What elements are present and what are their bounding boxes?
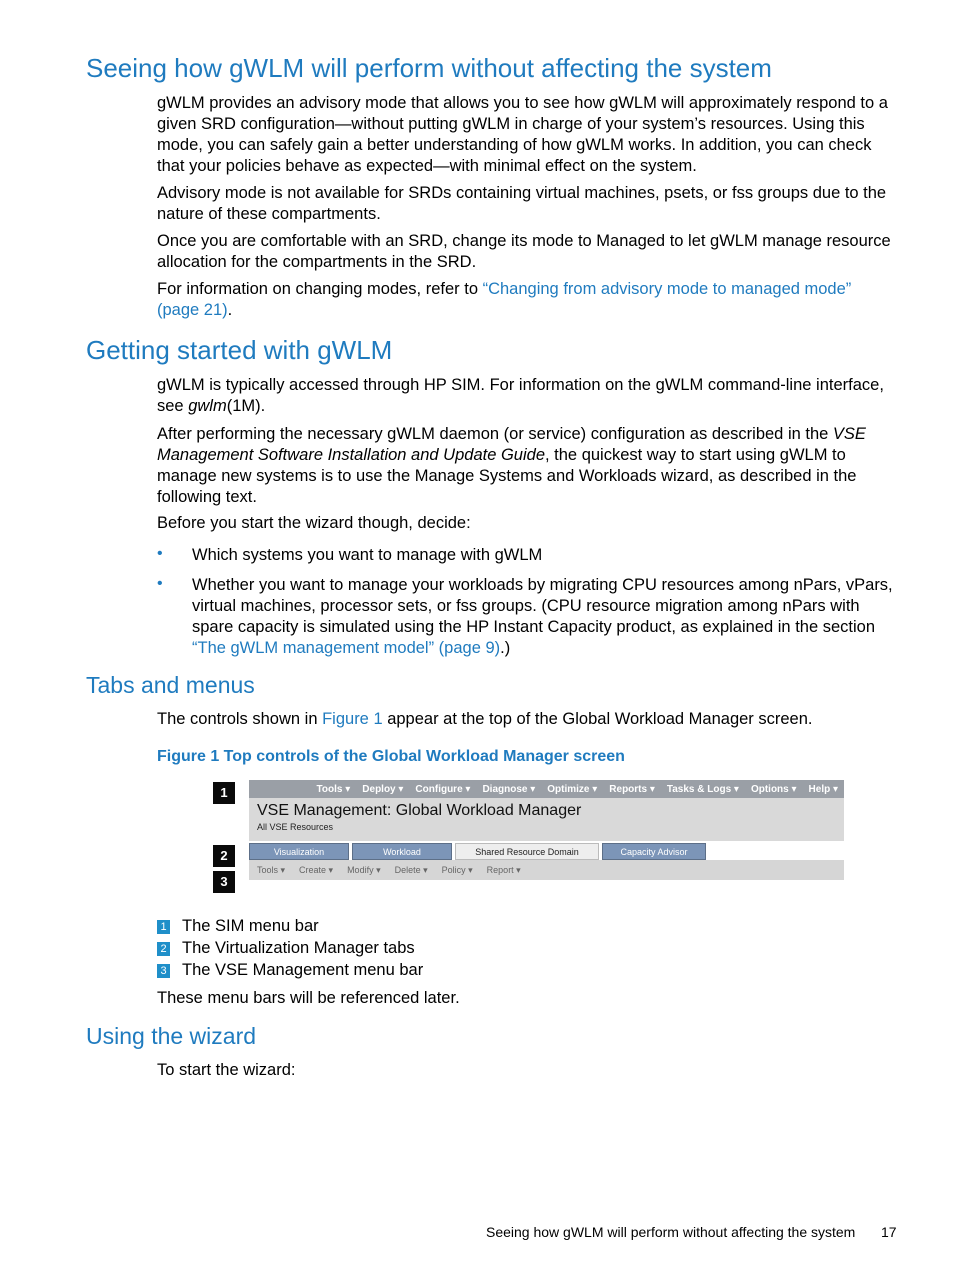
callout-badge: 3 xyxy=(213,871,235,893)
tab-shared-resource-domain[interactable]: Shared Resource Domain xyxy=(455,843,599,860)
footer-page-number: 17 xyxy=(881,1224,897,1240)
legend-number: 1 xyxy=(157,920,170,934)
vse-menu-create[interactable]: Create ▾ xyxy=(299,864,334,875)
sim-menu-help[interactable]: Help ▾ xyxy=(808,783,838,795)
vse-menu-modify[interactable]: Modify ▾ xyxy=(347,864,381,875)
callout-badge: 2 xyxy=(213,845,235,867)
section-heading-getting-started: Getting started with gWLM xyxy=(86,335,393,365)
paragraph-controls: The controls shown in Figure 1 appear at the top of the Global Workload Manager screen. xyxy=(157,710,813,728)
gwlm-title-bar xyxy=(249,798,844,841)
legend-item: 3 The VSE Management menu bar xyxy=(157,959,423,981)
link-changing-modes[interactable]: “Changing from advisory mode to managed mode” (page 21) xyxy=(157,280,852,319)
footer-running-title: Seeing how gWLM will perform without affecting the system xyxy=(486,1224,856,1240)
sim-menu-diagnose[interactable]: Diagnose ▾ xyxy=(482,783,536,795)
paragraph-advisory-limitations: Advisory mode is not available for SRDs containing virtual machines, psets, or fss groups due to the nature of these compartments. xyxy=(157,184,887,223)
section-heading-wizard: Using the wizard xyxy=(86,1023,257,1049)
link-management-model[interactable]: “The gWLM management model” (page 9) xyxy=(192,639,501,657)
vse-menu-policy[interactable]: Policy ▾ xyxy=(441,864,473,875)
tab-capacity-advisor[interactable]: Capacity Advisor xyxy=(602,843,706,860)
link-figure-1[interactable]: Figure 1 xyxy=(322,710,383,728)
sim-menu-tasks-logs[interactable]: Tasks & Logs ▾ xyxy=(666,783,739,795)
vse-menu-report[interactable]: Report ▾ xyxy=(486,864,521,875)
gwlm-subtitle: All VSE Resources xyxy=(257,822,334,832)
callout-badge: 1 xyxy=(213,782,235,804)
legend-item: 1 The SIM menu bar xyxy=(157,915,319,937)
sim-menu-deploy[interactable]: Deploy ▾ xyxy=(362,783,404,795)
tab-workload[interactable]: Workload xyxy=(352,843,452,860)
vse-menu-bar xyxy=(249,860,844,880)
paragraph-after-configuration: After performing the necessary gWLM daemon (or service) configuration as described in the VSE Management Software Installation and Update Guide, the quickest way to start using gWLM to manage new systems is to use the Manage Systems and Workloads wizard, as described in the following text. xyxy=(157,425,866,506)
sim-menu-bar xyxy=(249,780,844,798)
paragraph-referenced-later: These menu bars will be referenced later. xyxy=(157,989,460,1007)
sim-menu-tools[interactable]: Tools ▾ xyxy=(316,783,351,795)
vse-menu-delete[interactable]: Delete ▾ xyxy=(394,864,428,875)
tab-visualization[interactable]: Visualization xyxy=(249,843,349,860)
legend-number: 3 xyxy=(157,964,170,978)
paragraph-decide: Before you start the wizard though, decide: xyxy=(157,514,471,532)
bullet-item-workloads: Whether you want to manage your workloads by migrating CPU resources among nPars, vPars, virtual machines, processor sets, or fss groups. (CPU resource migration among nPars with spare capacity is simulated using the HP Instant Capacity product, as explained in the section “The gWLM management model” (page 9).) xyxy=(192,576,893,657)
paragraph-managed-mode: Once you are comfortable with an SRD, change its mode to Managed to let gWLM manage resource allocation for the compartments in the SRD. xyxy=(157,232,891,271)
gwlm-title: VSE Management: Global Workload Manager xyxy=(257,802,582,819)
vse-menu-tools[interactable]: Tools ▾ xyxy=(257,864,286,875)
paragraph-access: gWLM is typically accessed through HP SIM. For information on the gWLM command-line interface, see gwlm(1M). xyxy=(157,376,884,415)
sim-menu-options[interactable]: Options ▾ xyxy=(750,783,797,795)
sim-menu-optimize[interactable]: Optimize ▾ xyxy=(547,783,598,795)
legend-number: 2 xyxy=(157,942,170,956)
virtualization-tabs xyxy=(249,841,844,860)
bullet-item-systems: Which systems you want to manage with gWLM xyxy=(192,546,543,564)
legend-item: 2 The Virtualization Manager tabs xyxy=(157,937,415,959)
paragraph-changing-modes: For information on changing modes, refer to “Changing from advisory mode to managed mode” (page 21). xyxy=(157,280,852,319)
bullet-marker: • xyxy=(157,575,163,592)
bullet-marker: • xyxy=(157,545,163,562)
paragraph-start-wizard: To start the wizard: xyxy=(157,1061,296,1079)
sim-menu-configure[interactable]: Configure ▾ xyxy=(415,783,471,795)
figure-caption: Figure 1 Top controls of the Global Workload Manager screen xyxy=(157,748,625,765)
sim-menu-reports[interactable]: Reports ▾ xyxy=(609,783,655,795)
gwlm-screenshot xyxy=(249,780,844,880)
paragraph-advisory-intro: gWLM provides an advisory mode that allows you to see how gWLM will approximately respond to a given SRD configuration—without putting gWLM in charge of your system’s resources. Using this mode, you can safely gain a better understanding of how gWLM works. In addition, you can check that your policies behave as expected—with minimal effect on the system. xyxy=(157,94,888,175)
section-heading-tabs-menus: Tabs and menus xyxy=(86,672,255,698)
section-heading-advisory: Seeing how gWLM will perform without affecting the system xyxy=(86,53,772,83)
